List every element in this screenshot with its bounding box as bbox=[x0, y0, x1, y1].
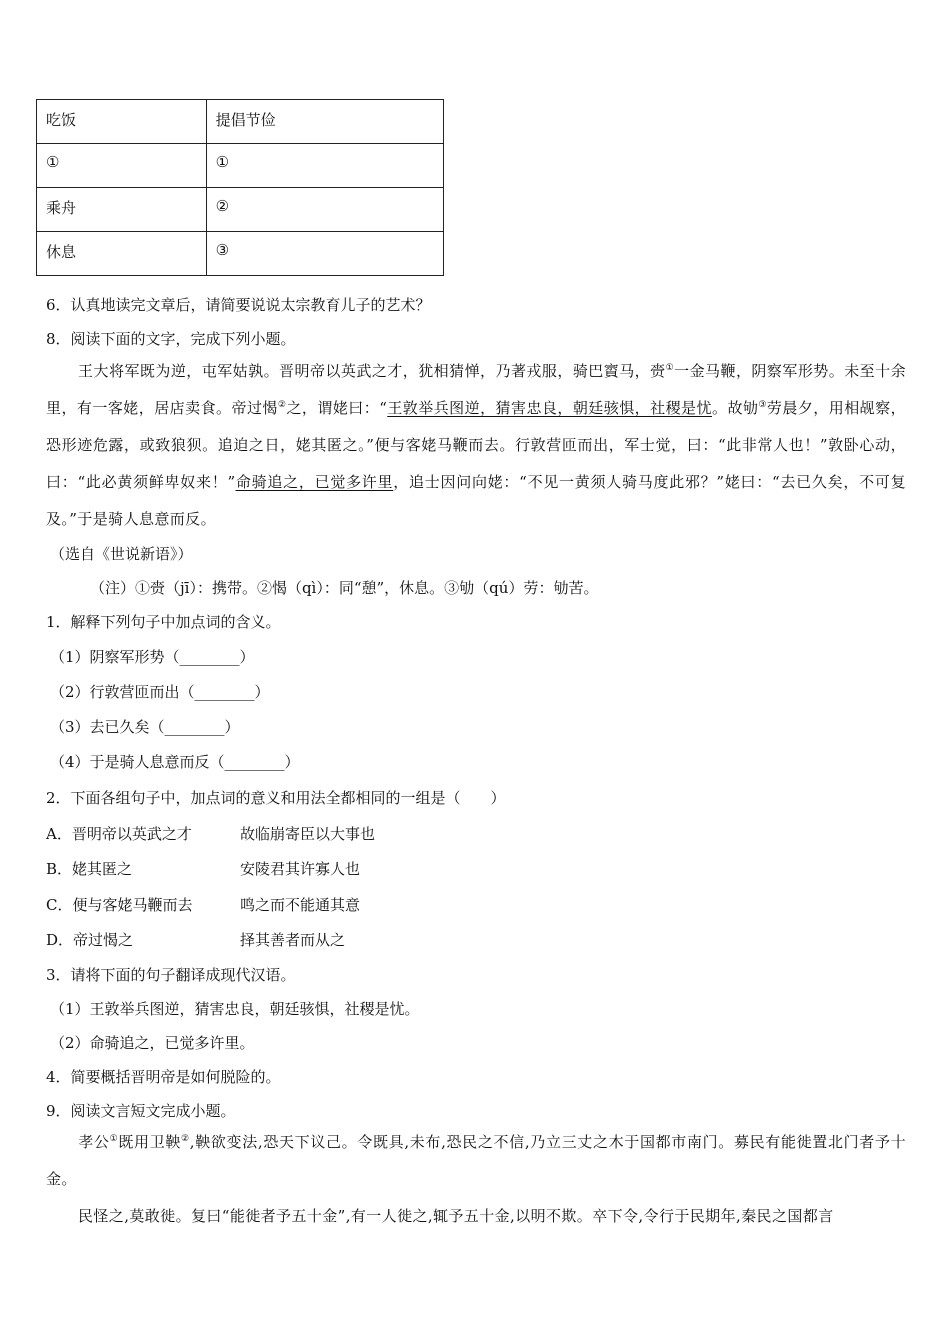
table-row bbox=[37, 188, 444, 232]
question-6: 6．认真地读完文章后，请简要说说太宗教育儿子的艺术？ bbox=[46, 296, 431, 314]
footnote-mark: ① bbox=[109, 1134, 119, 1144]
option-c bbox=[46, 894, 360, 915]
question-3-item: （1）王敦举兵图逆，猜害忠良，朝廷骇惧，社稷是忧。 bbox=[50, 1000, 420, 1018]
passage-1 bbox=[46, 353, 906, 538]
footnote-mark: ② bbox=[277, 400, 287, 410]
question-4: 4．简要概括晋明帝是如何脱险的。 bbox=[46, 1068, 281, 1086]
option-b bbox=[46, 858, 360, 879]
passage-1-text: 劳晨夕，用相觇察，恐形迹危露，或致狼狈。追迫之日，姥其匿之。”便与客姥马鞭而去。行敦营匝而出，军士觉，曰：“此非常人也！”敦卧心动，曰：“此必黄须鲜卑奴来！” bbox=[46, 399, 906, 491]
passage-2-paragraph-2 bbox=[46, 1198, 906, 1235]
question-1-item: （4）于是骑人息意而反（________） bbox=[50, 753, 300, 771]
option-text: 择其善者而从之 bbox=[240, 931, 346, 949]
table-cell: 吃饭 bbox=[37, 100, 207, 144]
option-text: 故临崩寄臣以大事也 bbox=[240, 825, 376, 843]
question-9-intro: 9．阅读文言短文完成小题。 bbox=[46, 1102, 236, 1120]
source-citation: （选自《世说新语》） bbox=[50, 545, 193, 563]
question-8-intro: 8．阅读下面的文字，完成下列小题。 bbox=[46, 330, 296, 348]
table-row bbox=[37, 232, 444, 276]
question-3-title: 3．请将下面的句子翻译成现代汉语。 bbox=[46, 966, 296, 984]
option-text: D．帝过愒之 bbox=[46, 931, 134, 949]
table-cell: ① bbox=[206, 144, 443, 188]
question-1-item: （2）行敦营匝而出（________） bbox=[50, 683, 270, 701]
question-2-title: 2．下面各组句子中，加点词的意义和用法全都相同的一组是（ ） bbox=[46, 789, 506, 807]
table-row bbox=[37, 144, 444, 188]
passage-1-text: ，追士因问向姥：“不见一黄须人骑马度此邪？”姥曰：“去已久矣，不可复及。”于是骑人息意而反。 bbox=[46, 473, 906, 528]
passage-1-text: 之，谓姥曰：“ bbox=[286, 399, 388, 417]
table-cell: ① bbox=[37, 144, 207, 188]
footnotes: （注）①赍（jī）：携带。②愒（qì）：同“憩”，休息。③劬（qú）劳：劬苦。 bbox=[90, 579, 599, 597]
footnote-mark: ② bbox=[181, 1134, 190, 1144]
footnote-mark: ① bbox=[665, 363, 675, 373]
passage-1-text: 。故劬 bbox=[711, 399, 759, 417]
option-text: 安陵君其许寡人也 bbox=[240, 860, 361, 878]
passage-1-text: 王大将军既为逆，屯军姑孰。晋明帝以英武之才，犹相猜惮，乃著戎服，骑巴賨马，赍 bbox=[78, 362, 666, 380]
passage-2-paragraph-1 bbox=[46, 1124, 906, 1198]
footnote-mark: ③ bbox=[758, 400, 767, 410]
comparison-table bbox=[36, 99, 444, 276]
option-text: C．便与客姥马鞭而去 bbox=[46, 896, 193, 914]
question-1-item: （3）去已久矣（________） bbox=[50, 718, 240, 736]
underlined-sentence: 命骑追之，已觉多许里 bbox=[235, 473, 394, 491]
table-cell: 休息 bbox=[37, 232, 207, 276]
passage-2-text: 孝公 bbox=[78, 1133, 110, 1151]
option-text: 鸣之而不能通其意 bbox=[240, 896, 361, 914]
passage-2-text: 民怪之,莫敢徙。复曰“能徙者予五十金”,有一人徙之,辄予五十金,以明不欺。卒下令,令行于民期年,秦民之国都言 bbox=[78, 1207, 834, 1225]
table-cell: ② bbox=[206, 188, 443, 232]
option-a bbox=[46, 823, 375, 844]
table-cell: 乘舟 bbox=[37, 188, 207, 232]
option-text: A．晋明帝以英武之才 bbox=[46, 825, 192, 843]
passage-2-text: 既用卫鞅 bbox=[118, 1133, 182, 1151]
table-cell: 提倡节俭 bbox=[206, 100, 443, 144]
underlined-sentence: 王敦举兵图逆，猜害忠良，朝廷骇惧，社稷是忧 bbox=[387, 399, 712, 417]
question-1-item: （1）阴察军形势（________） bbox=[50, 648, 255, 666]
passage-1-text: 一金马鞭，阴察军形势。未至十余里，有一客姥，居店卖食。帝过愒 bbox=[46, 362, 906, 417]
passage-2-text: ,鞅欲变法,恐天下议己。令既具,未布,恐民之不信,乃立三丈之木于国都市南门。募民有能徙置北门者予十金。 bbox=[46, 1133, 907, 1188]
question-1-title: 1．解释下列句子中加点词的含义。 bbox=[46, 613, 281, 631]
table-row bbox=[37, 100, 444, 144]
question-3-item: （2）命骑追之，已觉多许里。 bbox=[50, 1034, 255, 1052]
table-cell: ③ bbox=[206, 232, 443, 276]
option-d bbox=[46, 929, 345, 950]
option-text: B．姥其匿之 bbox=[46, 860, 133, 878]
